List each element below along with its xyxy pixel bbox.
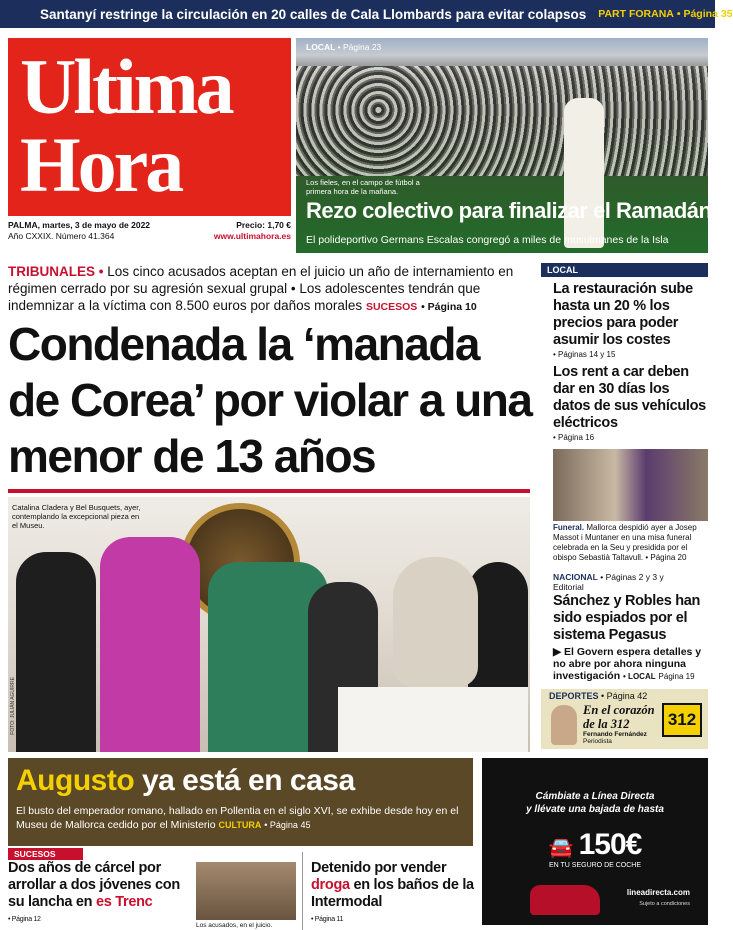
lead-section: TRIBUNALES xyxy=(8,264,95,279)
museum-photo[interactable] xyxy=(8,497,530,752)
imam-figure xyxy=(564,98,604,248)
ad-line-2: y llévate una bajada de hasta xyxy=(526,804,664,815)
crowd-photo xyxy=(296,66,708,176)
column-title[interactable]: En el corazón de la 312 xyxy=(583,703,655,731)
top-banner-page: • Página 35 xyxy=(676,8,733,20)
bottom-story-2[interactable] xyxy=(311,860,476,928)
top-banner-headline: Santanyí restringe la circulación en 20 calles de Cala Llombards para evitar colapsos xyxy=(40,6,587,22)
ad-linea-directa[interactable] xyxy=(482,758,708,925)
site-url[interactable]: www.ultimahora.es xyxy=(213,231,291,241)
column-role: Periodista xyxy=(583,738,612,745)
dateline xyxy=(8,220,291,242)
columnist-photo xyxy=(551,705,577,745)
bottom-story-1[interactable] xyxy=(8,860,190,928)
funeral-page: • Página 20 xyxy=(645,553,687,562)
top-banner-section: PART FORANA xyxy=(598,8,674,20)
column-author: Fernando Fernández xyxy=(583,731,647,738)
funeral-body: Mallorca despidió ayer a Josep Massot i Muntaner en una misa funeral celebrada en la Seu y presidida por el obispo Sebastià Taltavull. xyxy=(553,523,697,562)
ad-line-3: EN TU SEGURO DE COCHE xyxy=(548,862,642,869)
sidebar-story-3-bullet: ▶ El Govern espera detalles y no abre por ahora ninguna investigación • LOCAL Página 19 xyxy=(553,646,702,682)
person-2 xyxy=(100,537,200,752)
lead-kicker: TRIBUNALES • Los cinco acusados aceptan en el juicio un año de internamiento en régimen cerrado por su agresión sexual grupal • Los adolescentes tendrán que indemnizar a la víctima con 8.500 euros por daños morales SUCESOS • Página 10 xyxy=(8,264,514,313)
bottom-story-1-text: Dos años de cárcel por arrollar a dos jóvenes con su lancha en xyxy=(8,860,180,910)
court-photo[interactable] xyxy=(196,862,296,920)
ramadan-caption: Los fieles, en el campo de fútbol a primera hora de la mañana. xyxy=(306,178,420,196)
augusto-headline-yellow: Augusto xyxy=(16,764,135,797)
sidebar-local-label: LOCAL xyxy=(547,265,578,275)
ad-brand[interactable]: lineadirecta.com xyxy=(626,888,690,897)
bottom-story-2-text-c: en los baños de la Intermodal xyxy=(311,877,474,910)
augusto-body-text: El busto del emperador romano, hallado en Pollentia en el siglo XVI, se exhibe desde hoy en el Museu de Mallorca cedido por el Ministerio xyxy=(16,805,459,831)
court-caption: Los acusados, en el juicio. xyxy=(196,922,273,929)
augusto-page: • Página 45 xyxy=(264,820,311,830)
sidebar-story-2[interactable]: Los rent a car deben dar en 30 días los datos de sus vehículos eléctricos xyxy=(553,364,706,431)
sidebar-story-1[interactable]: La restauración sube hasta un 20 % los precios para poder asumir los costes xyxy=(553,281,693,348)
augusto-headline[interactable] xyxy=(16,762,465,800)
ramadan-page: • Página 23 xyxy=(337,42,382,52)
ad-amount: 150€ xyxy=(578,828,642,861)
plinth xyxy=(338,687,528,752)
ramadan-subhead: El polideportivo Germans Escalas congregó a miles de musulmanes de la Isla xyxy=(306,234,669,246)
lead-kicker-page: • Página 10 xyxy=(421,301,477,313)
story-3-page: Página 19 xyxy=(658,672,695,681)
column-divider xyxy=(302,852,303,930)
bottom-story-1-highlight: es Trenc xyxy=(95,894,153,910)
deportes-box[interactable] xyxy=(541,689,708,749)
augustus-bust xyxy=(393,557,478,687)
ramadan-section: LOCAL xyxy=(306,42,336,52)
lead-rule xyxy=(8,489,530,493)
story-3-section: • LOCAL xyxy=(623,672,656,681)
sidebar-story-2-page: • Página 16 xyxy=(553,433,595,442)
logo-line-1: Ultima xyxy=(20,43,232,130)
top-banner[interactable] xyxy=(0,0,733,28)
sidebar xyxy=(541,263,708,749)
sidebar-local-header xyxy=(541,263,708,277)
lead-kicker-section: SUCESOS xyxy=(365,301,418,313)
deportes-page: • Página 42 xyxy=(601,691,648,701)
badge-312: 312 xyxy=(662,703,702,737)
funeral-label: Funeral. xyxy=(553,523,585,532)
nacional-label: NACIONAL xyxy=(553,572,598,582)
sidebar-story-3[interactable]: Sánchez y Robles han sido espiados por el sistema Pegasus xyxy=(553,593,701,643)
ad-line-1: Cámbiate a Línea Directa xyxy=(535,791,655,802)
sidebar-story-1-page: • Páginas 14 y 15 xyxy=(553,350,616,359)
museum-caption: Catalina Cladera y Bel Busquets, ayer, contemplando la excepcional pieza en el Museu. xyxy=(12,503,141,530)
red-car-image xyxy=(530,885,600,915)
person-1 xyxy=(16,552,96,752)
ramadan-headline[interactable]: Rezo colectivo para finalizar el Ramadán xyxy=(306,198,712,223)
nacional-header xyxy=(541,571,708,593)
lead-kicker-text: Los cinco acusados aceptan en el juicio un año de internamiento en régimen cerrado por su agresión sexual grupal • Los adolescentes tendrán que indemnizar a la víctima con 8.500 euros por daños morales xyxy=(8,264,514,313)
nacional-page: • Páginas 2 y 3 y Editorial xyxy=(553,572,664,592)
lead-headline[interactable]: Condenada la ‘manada de Corea’ por violar a una menor de 13 años xyxy=(8,318,532,482)
funeral-text xyxy=(541,521,708,563)
place-date: PALMA, martes, 3 de mayo de 2022 xyxy=(8,220,151,230)
augusto-body xyxy=(16,804,465,832)
museum-credit: FOTO: JULIÁN AGUIRRE xyxy=(10,677,16,735)
masthead-logo[interactable] xyxy=(8,38,291,216)
ad-legal: Sujeto a condiciones xyxy=(639,901,690,907)
price: Precio: 1,70 € xyxy=(236,220,291,230)
augusto-headline-white: ya está en casa xyxy=(134,764,355,797)
issue-number: Año CXXIX. Número 41.364 xyxy=(8,231,115,241)
sucesos-tag: SUCESOS xyxy=(8,848,83,860)
car-icon: 🚘 xyxy=(548,837,573,859)
bottom-story-2-highlight: droga xyxy=(311,877,350,893)
story-3-bullet-text: El Govern espera detalles y no abre por ahora ninguna investigación xyxy=(553,646,702,682)
deportes-label: DEPORTES xyxy=(549,691,599,701)
funeral-photo[interactable] xyxy=(553,449,708,521)
logo-line-2: Hora xyxy=(20,121,182,208)
bottom-story-2-text-a: Detenido por vender xyxy=(311,860,447,876)
ramadan-story[interactable] xyxy=(296,38,712,253)
bottom-story-1-page: • Página 12 xyxy=(8,916,41,923)
augusto-story[interactable] xyxy=(8,758,473,846)
bottom-story-2-page: • Página 11 xyxy=(311,916,344,923)
augusto-section: CULTURA xyxy=(218,820,262,830)
